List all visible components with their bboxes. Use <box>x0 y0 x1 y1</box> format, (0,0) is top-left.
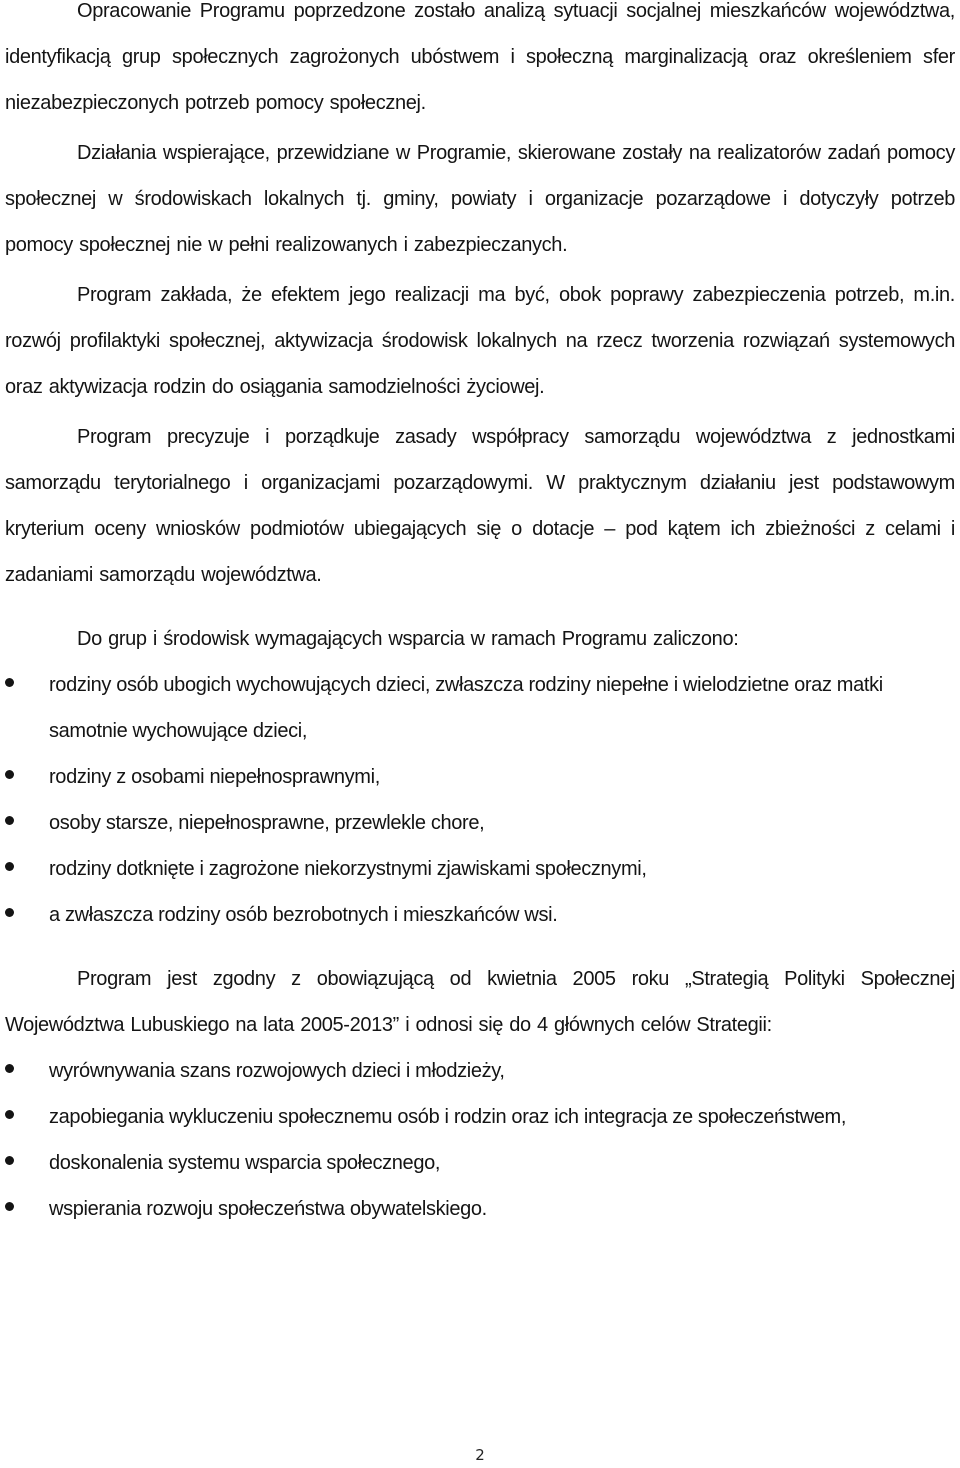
list-item-text: doskonalenia systemu wsparcia społecznego, <box>49 1152 441 1174</box>
bullet-icon <box>5 908 14 917</box>
bullet-icon <box>5 770 14 779</box>
bullet-icon <box>5 1156 14 1165</box>
bullet-icon <box>5 1110 14 1119</box>
bullet-icon <box>5 1202 14 1211</box>
document-page <box>5 0 955 1232</box>
target-groups-list <box>5 662 955 938</box>
paragraph-analysis: Opracowanie Programu poprzedzone zostało analizą sytuacji socjalnej mieszkańców województwa, identyfikacją grup społecznych zagrożonych ubóstwem i społeczną marginalizacją oraz określeniem sfer niezabezpieczonych potrzeb pomocy społecznej. <box>5 0 955 114</box>
list-item <box>5 662 955 754</box>
list-item-text: zapobiegania wykluczeniu społecznemu osób i rodzin oraz ich integracja ze społeczeństwem, <box>49 1106 847 1128</box>
bullet-icon <box>5 678 14 687</box>
list-item-text: wspierania rozwoju społeczeństwa obywatelskiego. <box>49 1198 487 1220</box>
paragraph-program-effects: Program zakłada, że efektem jego realizacji ma być, obok poprawy zabezpieczenia potrzeb, m.in. rozwój profilaktyki społecznej, aktywizacja środowisk lokalnych na rzecz tworzenia rozwiązań systemowych oraz aktywizacja rodzin do osiągania samodzielności życiowej. <box>5 284 955 398</box>
strategy-goals-list <box>5 1048 955 1232</box>
paragraph-support-actions: Działania wspierające, przewidziane w Programie, skierowane zostały na realizatorów zadań pomocy społecznej w środowiskach lokalnych tj. gminy, powiaty i organizacje pozarządowe i dotyczyły potrzeb pomocy społecznej nie w pełni realizowanych i zabezpieczanych. <box>5 142 955 256</box>
list-item-text: rodziny z osobami niepełnosprawnymi, <box>49 766 380 788</box>
list-item <box>5 846 955 892</box>
list-item <box>5 1186 955 1232</box>
paragraph-strategy-compliance: Program jest zgodny z obowiązującą od kwietnia 2005 roku „Strategią Polityki Społecznej Województwa Lubuskiego na lata 2005-2013” i odnosi się do 4 głównych celów Strategii: <box>5 968 955 1036</box>
list-item <box>5 800 955 846</box>
paragraph-target-groups-intro: Do grup i środowisk wymagających wsparcia w ramach Programu zaliczono: <box>77 628 739 650</box>
bullet-icon <box>5 862 14 871</box>
paragraph-cooperation-rules: Program precyzuje i porządkuje zasady współpracy samorządu województwa z jednostkami samorządu terytorialnego i organizacjami pozarządowymi. W praktycznym działaniu jest podstawowym kryterium oceny wniosków podmiotów ubiegających się o dotacje – pod kątem ich zbieżności z celami i zadaniami samorządu województwa. <box>5 426 955 586</box>
list-item <box>5 1140 955 1186</box>
page-number: 2 <box>475 1446 485 1464</box>
list-item <box>5 892 955 938</box>
bullet-icon <box>5 1064 14 1073</box>
list-item-text: wyrównywania szans rozwojowych dzieci i młodzieży, <box>49 1060 505 1082</box>
list-item-text: rodziny dotknięte i zagrożone niekorzystnymi zjawiskami społecznymi, <box>49 858 647 880</box>
list-item <box>5 1048 955 1094</box>
list-item <box>5 1094 955 1140</box>
bullet-icon <box>5 816 14 825</box>
list-item-text: a zwłaszcza rodziny osób bezrobotnych i mieszkańców wsi. <box>49 904 558 926</box>
list-item-text: osoby starsze, niepełnosprawne, przewlekle chore, <box>49 812 485 834</box>
list-item-text: rodziny osób ubogich wychowujących dzieci, zwłaszcza rodziny niepełne i wielodzietne oraz matki samotnie wychowujące dzieci, <box>49 674 883 742</box>
list-item <box>5 754 955 800</box>
